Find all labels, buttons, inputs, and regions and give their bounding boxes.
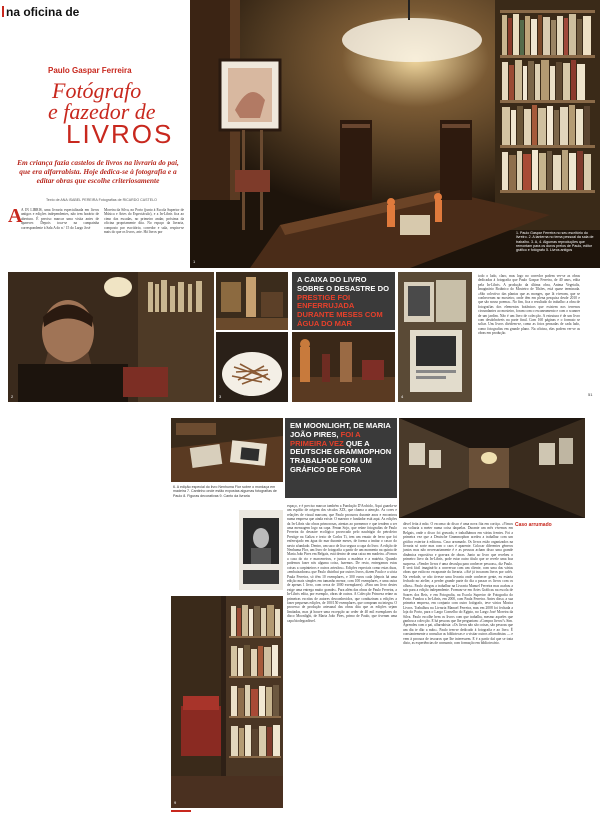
- photo-portrait-art: [8, 272, 214, 402]
- photo-portrait-num: 2: [11, 394, 14, 399]
- pull-quote-2-line2: QUE A DEUTSCHE GRAMMOPHON TRABALHOU COM UM GRÁFICO DE FORA: [290, 438, 392, 474]
- pull-quote-2: [285, 418, 397, 498]
- photo-plate-art: [216, 332, 288, 402]
- bottom-page: [163, 410, 591, 814]
- byline: Texto de ANA ISABEL PEREIRA Fotografias de RICARDO CASTELO: [46, 198, 157, 202]
- subhead: Caso arrumado: [515, 522, 552, 528]
- title-line-3: LIVROS: [66, 119, 174, 149]
- photo-plate: [216, 332, 288, 402]
- title-line-1: Fotógrafo: [52, 78, 142, 103]
- lead-paragraph: Em criança fazia castelos de livros na livraria do pai, que era alfarrabista. Hoje dedica-se à fotografia e a editar obras que escolhe criteriosamente: [17, 158, 179, 185]
- photo-bottles-art: [292, 332, 395, 402]
- red-accent-bar: [171, 810, 191, 812]
- author-name: Paulo Gaspar Ferreira: [48, 66, 132, 75]
- photo-desk: [171, 418, 283, 482]
- photo-corridor-art: [399, 418, 585, 518]
- intro-column-b: Moreira da Silva, no Porto (junto à Escola Superior de Música e Artes do Espectáculo), e a In-Libris fica ao cimo das escadas, no primeiro andar, próxima da oficina propriamente dita. No espaço da livraria, composto por escritório, corredor e sala, respira-se mais do que os livros, arte. Há livros por: [104, 208, 184, 235]
- section-bar: [2, 6, 4, 17]
- photo-books-num: 4: [401, 394, 404, 399]
- photo-bottles: [292, 332, 395, 402]
- pull-quote-2-highlight: FOI A PRIMEIRA VEZ: [290, 429, 361, 448]
- intro-column-a: A IN LIBRIS, uma livraria especializada em livros antigos e edições independentes, não tem horário de abertura. É preciso marcar uma visita antes de aparecer. Depois toca-se na campainha correspondente à Sala A do n.º 15 do Largo José: [21, 208, 99, 230]
- photo-gadgets-art: [216, 272, 288, 330]
- right-column-top: todo o lado, claro, mas logo no corredor podem ver-se as obras dedicadas à fotografia que Paulo Gaspar Ferreira, de 40 anos, edita pela In-Libris. A produção da última obra, Anima Vegetalis, Imaginário Botânico do Mosteiro de Tibães, está quase terminada. «São colectivo das plantas que as monges, que lá viveram, que se conheceram no mosteiro, onde têm em plena pesquisa desde 2010 e que são nosso poema». No fim, fica o resultado do trabalho: a obra de fotografias dos elementos botânicos que existem nos terrenos circundantes ao mosteiro, foram com o escaneamento e com o scanner de um jardim. Não é um livro de colecção. A estrutura é de um livro com desdobráveis na parte final. Com 160 páginas e o formato se soltar. Uns livros dividem-se, como as fotos pensadas de cada lado, como fotografias em grande plano. Na oficina, elas podem ver-se as obras em produção.: [478, 274, 580, 336]
- top-spread: [0, 0, 600, 405]
- pull-quote-1: [292, 272, 395, 330]
- photo-portrait: [8, 272, 214, 402]
- title-line-2: e fazedor de: [48, 99, 156, 124]
- hero-caption: 1. Paulo Gaspar Ferreira no seu escritório do livreiro. 2. A lanterna no tema pessoal da sala de trabalho. 3. A, 4. Algumas reproduções que remontam para os duros prelos de Paulo, editor gráfico e fotógrafo 5. Livros antigos: [516, 231, 594, 253]
- photo-library-num: 9: [174, 800, 177, 805]
- photo-books: [398, 272, 472, 402]
- hero-photo-num: 1: [193, 259, 196, 264]
- body-column-2: dável feita à mão. O esconso do disco é uma nova fita em cortiça. «Vimos ou voltaria a meter numa coisa daquelas. Durante um mês vivemos em Belgais, onde o disco foi gravado, e trabalhámos em várias frentes. Foi a primeira vez que a Deutsche Grammophon acedeu a trabalhar com um gráfico exterior à editora». Caso arrumado. Os livros estão organizados na livraria só sorte mas com o caos é aparente. Colocar diferentes géneros juntos mas não necessariamente é e as pessoas acham disso uma grande dinâmica expositiva e gravura de obras. Junto ao livro que recebeu o primeiro livro da In-Libris, pode estar outro título que se revele uma boa surpresa. «Vender livros é uma desculpa para conhecer pessoas», diz Paulo. E será fácil imaginá-lo a conversar com um cliente, com uma das várias obras que estão no escaparate da livraria. «Até já trocaram livros por cafés. Na verdade, se não tivesse uma livraria onde conhecer gente, eu estaria fechado no atelier, a perder grande parte do dia a passar os livros com os olhos». Paulo chegou a trabalhar na Livraria Manuel Ferreira mas acabou a sair para a edição independente. Formou-se em Artes Gráficas na escola de Soares dos Reis, e em Fotografia, na Escola Superior de Fotografia do Porto. Fundou a In-Libris, em 2000, com Paula Ferreira. Antes disso, a sua primeira empresa, em conjunto com outro fotógrafo, teve vários Mostra Livros. Trabalhou na Livraria Manuel Ferreira, mas em 2008 foi fechada a loja do Porto, para o Largo Conselho do Egipto, no Largo José Moreira da Silva. Paulo escolhe bem os livros com que trabalha, mesmo aqueles que ganhou a colecção. E há pessoas que lhe perguntam: «Compra livros?» Sim. Aprendeu com o pai, alfarrabista: «Os livros não são coisas, são pessoas que um dia te dão a mão». Paulo tem-se dedicado à fotografia e ao livro. É constantemente a consultar as bibliotecas e a visitar outros alfarrabistas — e vem à procura de tesouros que lhe interessem. E é a partir daí que se trata disto, as experiências de consumir, com formação em bibliotecário.: [403, 522, 513, 645]
- photo-portrait-wall-art: [239, 510, 283, 590]
- hero-photo: [190, 0, 600, 268]
- page-number: 51: [588, 392, 593, 397]
- dropcap: A: [8, 205, 23, 227]
- pull-quote-2-line1: EM MOONLIGHT, DE MARIA JOÃO PIRES,: [290, 421, 391, 439]
- photo-library-art: [171, 596, 283, 808]
- hero-photo-art: [190, 0, 600, 268]
- photo-gadgets: [216, 272, 288, 330]
- pull-quote-1-line1: A CAIXA DO LIVRO SOBRE O DESASTRE DO: [297, 275, 389, 293]
- photo-plate-num: 3: [219, 394, 222, 399]
- bottom-caption: 6. A edição especial do livro Nenhuma Flor sobre o mordaça em madeira 7. Cantinho onde estão expostas algumas fotografias de Paulo 8. Figuras decorativas 9. Canto da livraria: [173, 485, 277, 498]
- pull-quote-1-highlight: PRESTIGE FOI ENFERRUJADA DURANTE MESES COM ÁGUA DO MAR: [297, 292, 383, 328]
- photo-desk-art: [171, 418, 283, 482]
- photo-portrait-wall: [239, 510, 283, 590]
- photo-corridor: [399, 418, 585, 518]
- photo-books-art: [398, 272, 472, 402]
- section-tag: [2, 5, 79, 19]
- section-label: na oficina de: [6, 5, 80, 19]
- body-column-1: espaço, e é preciso marcar também a Fundação D'Archido, Aqui guarda-se um espólio de origem dos séculos XIX, que chama a atenção. As cores e relações de visual marcam, que Paulo procurou durante anos e encontrou numa empresa que ainda existe. O maestro e fundador está aqui. As edições da In-Libris são obras primorosas, atentas ao pormenor e que tendem a ser uma mensagem logo na capa. Fenan Sojo, que reúne fotografias de Paulo Ferreira do desastre ecológico provocado pelo naufrágio do petroleiro Prestige na Galiza e texto de Carlos Ti, tem um ensaio de ferro que foi enferrujado em água do mar durante meses, de forma a imitar o casco do navio afundado. Dentro, um saco de lixo segura a capa do livro. A edição de Nenhuma Flor, um livro de fotografia a partir de um momento na quinta de Maria João Pires em Belgais, está dentro de uma caixa em madeira. «Fomos a casa do rio e marceneiros, e juntos a madeira e a matéria. Quando podemos fazer nós alguma coisa, fazemos. De resto, entregamos estas coisas a carpinteiros e outros artesãos». Edições especiais como estas duas, «embaixadoras» que Paulo distribui por outros livros, dizem Paulo e a sócia Paula Ferreira, só têm 10 exemplares, e 300 euros cada (depois há uma edição mais simples em tamanho menor, com 100 exemplares, e uma outra de apenas 1 livro, com cerca de 1000 exemplares). «Para um livro destes exige uma entrega muito grande». Para além das obras de Paulo Ferreira, a In-Libris edita, por exemplo, obras de outros. A Colecção Princesa reúne as primeiras escritas de autores desconhecidos, que conduziram a edições a fazer pequenas edições, de 100/150 exemplares, que compram na integra. O processo de produção artesanal das obras dita que as edições sejam limitadas, mas já houve uma excepção ao ceder de 40 mil exemplares do disco Moonlight, de Maria João Pires, primo de Paulo, que tiveram uma capa biodegradável.: [287, 504, 397, 623]
- photo-library: [171, 596, 283, 808]
